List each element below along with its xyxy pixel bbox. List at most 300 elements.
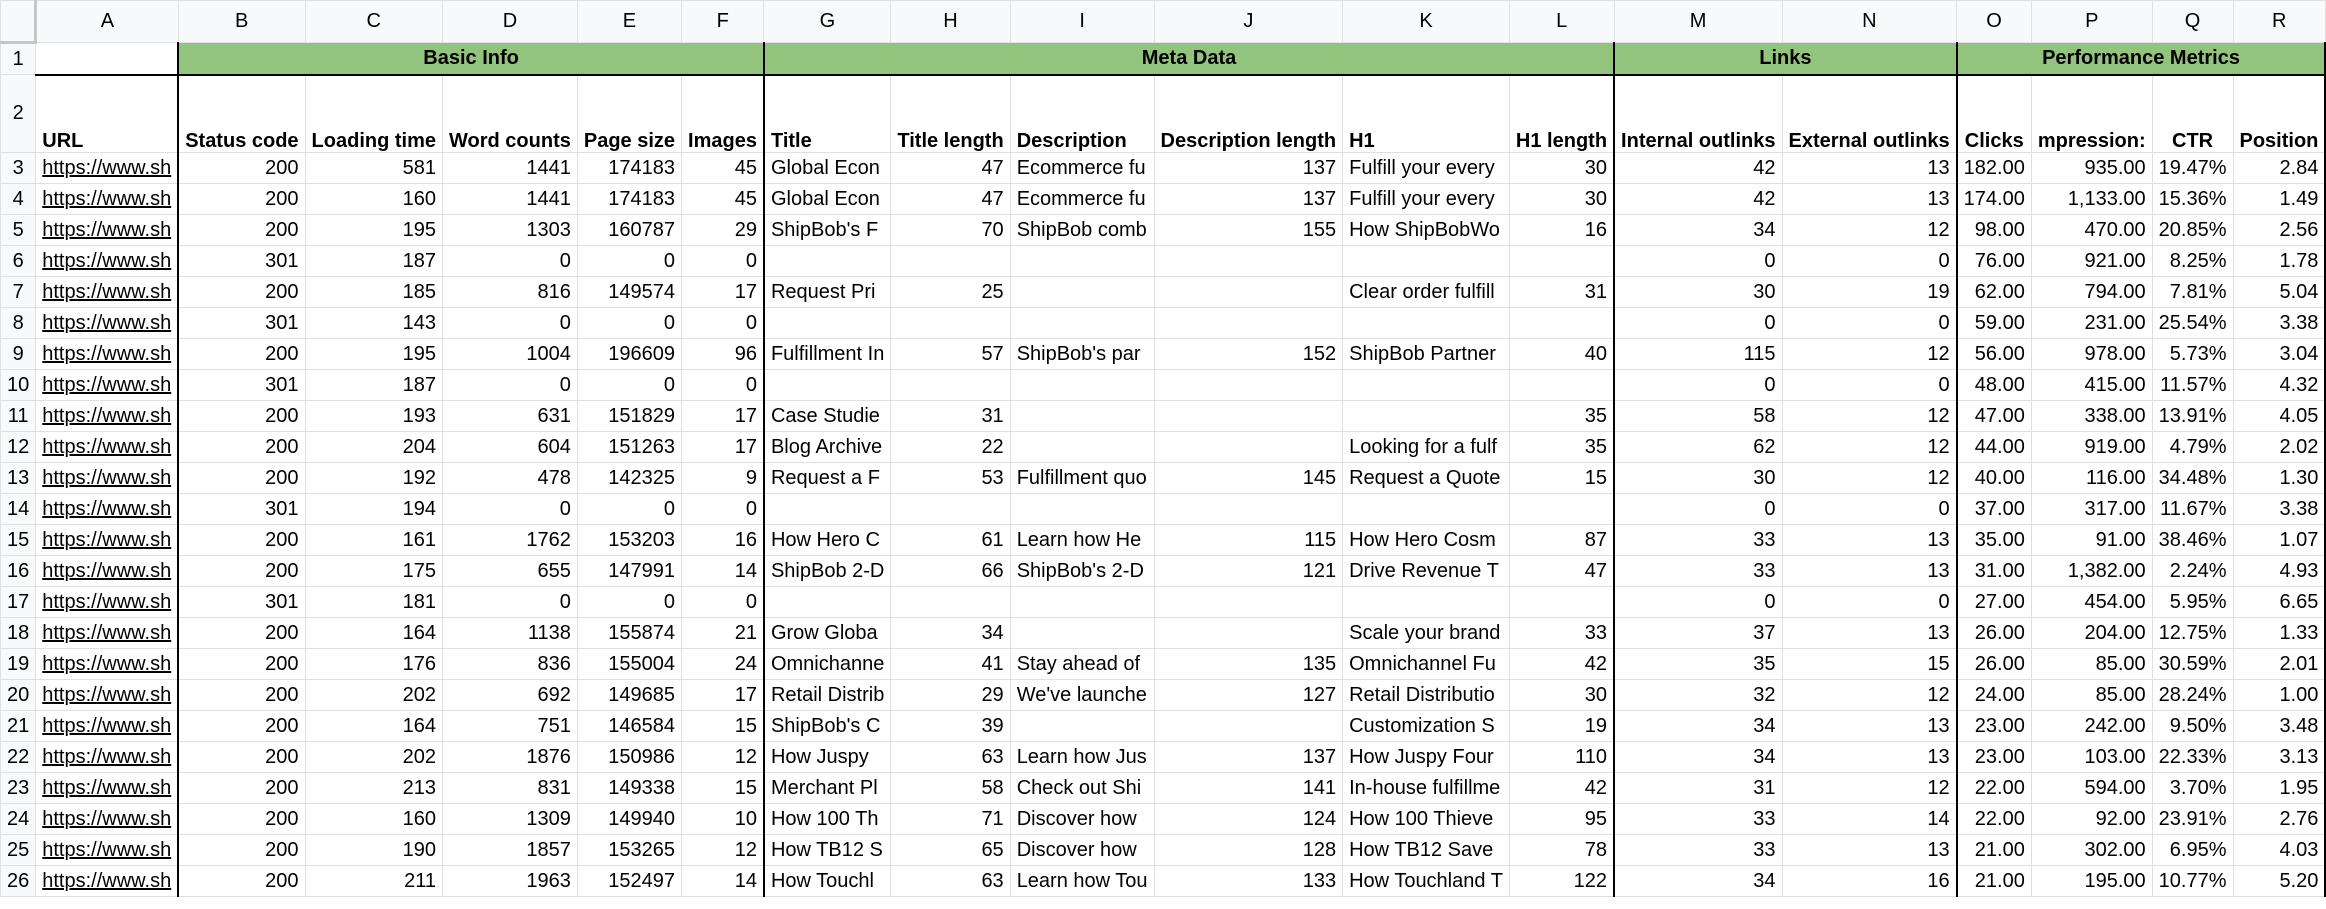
cell-i13[interactable]: Fulfillment quo xyxy=(1010,463,1154,494)
cell-e6[interactable]: 0 xyxy=(577,246,681,277)
url-link-cell[interactable]: https://www.sh xyxy=(36,711,178,742)
column-header-p[interactable]: P xyxy=(2031,1,2152,43)
cell-g6[interactable] xyxy=(764,246,891,277)
column-header-i[interactable]: I xyxy=(1010,1,1154,43)
cell-m16[interactable]: 33 xyxy=(1614,556,1782,587)
header-cell-n[interactable]: External outlinks xyxy=(1782,75,1957,153)
cell-d8[interactable]: 0 xyxy=(443,308,578,339)
cell-h5[interactable]: 70 xyxy=(891,215,1010,246)
cell-n14[interactable]: 0 xyxy=(1782,494,1957,525)
cell-f21[interactable]: 15 xyxy=(682,711,764,742)
cell-o25[interactable]: 21.00 xyxy=(1957,835,2032,866)
cell-a1[interactable] xyxy=(36,43,178,75)
cell-l18[interactable]: 33 xyxy=(1509,618,1614,649)
cell-g14[interactable] xyxy=(764,494,891,525)
cell-o17[interactable]: 27.00 xyxy=(1957,587,2032,618)
column-header-b[interactable]: B xyxy=(178,1,305,43)
url-link-cell[interactable]: https://www.sh xyxy=(36,246,178,277)
row-header-25[interactable]: 25 xyxy=(1,835,36,866)
cell-m8[interactable]: 0 xyxy=(1614,308,1782,339)
cell-k20[interactable]: Retail Distributio xyxy=(1343,680,1510,711)
cell-o8[interactable]: 59.00 xyxy=(1957,308,2032,339)
cell-q10[interactable]: 11.57% xyxy=(2152,370,2233,401)
cell-r11[interactable]: 4.05 xyxy=(2233,401,2325,432)
cell-m24[interactable]: 33 xyxy=(1614,804,1782,835)
cell-r12[interactable]: 2.02 xyxy=(2233,432,2325,463)
cell-e10[interactable]: 0 xyxy=(577,370,681,401)
cell-j4[interactable]: 137 xyxy=(1154,184,1343,215)
cell-h16[interactable]: 66 xyxy=(891,556,1010,587)
cell-c11[interactable]: 193 xyxy=(305,401,442,432)
url-link-cell[interactable]: https://www.sh xyxy=(36,339,178,370)
cell-c25[interactable]: 190 xyxy=(305,835,442,866)
cell-p3[interactable]: 935.00 xyxy=(2031,153,2152,184)
cell-i5[interactable]: ShipBob comb xyxy=(1010,215,1154,246)
cell-c19[interactable]: 176 xyxy=(305,649,442,680)
cell-o24[interactable]: 22.00 xyxy=(1957,804,2032,835)
cell-o21[interactable]: 23.00 xyxy=(1957,711,2032,742)
cell-p26[interactable]: 195.00 xyxy=(2031,866,2152,897)
cell-r26[interactable]: 5.20 xyxy=(2233,866,2325,897)
cell-n20[interactable]: 12 xyxy=(1782,680,1957,711)
cell-i19[interactable]: Stay ahead of xyxy=(1010,649,1154,680)
url-link-cell[interactable]: https://www.sh xyxy=(36,277,178,308)
cell-r6[interactable]: 1.78 xyxy=(2233,246,2325,277)
cell-i23[interactable]: Check out Shi xyxy=(1010,773,1154,804)
cell-f17[interactable]: 0 xyxy=(682,587,764,618)
cell-g17[interactable] xyxy=(764,587,891,618)
column-header-m[interactable]: M xyxy=(1614,1,1782,43)
cell-g22[interactable]: How Juspy xyxy=(764,742,891,773)
cell-f9[interactable]: 96 xyxy=(682,339,764,370)
cell-l21[interactable]: 19 xyxy=(1509,711,1614,742)
header-cell-a[interactable]: URL xyxy=(36,75,178,153)
cell-d5[interactable]: 1303 xyxy=(443,215,578,246)
cell-o18[interactable]: 26.00 xyxy=(1957,618,2032,649)
cell-f23[interactable]: 15 xyxy=(682,773,764,804)
cell-m3[interactable]: 42 xyxy=(1614,153,1782,184)
cell-r7[interactable]: 5.04 xyxy=(2233,277,2325,308)
cell-o7[interactable]: 62.00 xyxy=(1957,277,2032,308)
cell-e8[interactable]: 0 xyxy=(577,308,681,339)
cell-h25[interactable]: 65 xyxy=(891,835,1010,866)
cell-h20[interactable]: 29 xyxy=(891,680,1010,711)
header-cell-l[interactable]: H1 length xyxy=(1509,75,1614,153)
column-header-q[interactable]: Q xyxy=(2152,1,2233,43)
cell-m14[interactable]: 0 xyxy=(1614,494,1782,525)
cell-q21[interactable]: 9.50% xyxy=(2152,711,2233,742)
cell-m5[interactable]: 34 xyxy=(1614,215,1782,246)
cell-p5[interactable]: 470.00 xyxy=(2031,215,2152,246)
cell-q26[interactable]: 10.77% xyxy=(2152,866,2233,897)
cell-j26[interactable]: 133 xyxy=(1154,866,1343,897)
row-header-4[interactable]: 4 xyxy=(1,184,36,215)
cell-c21[interactable]: 164 xyxy=(305,711,442,742)
column-header-g[interactable]: G xyxy=(764,1,891,43)
cell-b16[interactable]: 200 xyxy=(178,556,305,587)
cell-i24[interactable]: Discover how xyxy=(1010,804,1154,835)
cell-o15[interactable]: 35.00 xyxy=(1957,525,2032,556)
cell-g19[interactable]: Omnichanne xyxy=(764,649,891,680)
cell-r23[interactable]: 1.95 xyxy=(2233,773,2325,804)
column-header-a[interactable]: A xyxy=(36,1,178,43)
cell-b19[interactable]: 200 xyxy=(178,649,305,680)
cell-r8[interactable]: 3.38 xyxy=(2233,308,2325,339)
cell-h11[interactable]: 31 xyxy=(891,401,1010,432)
row-header-24[interactable]: 24 xyxy=(1,804,36,835)
header-cell-h[interactable]: Title length xyxy=(891,75,1010,153)
cell-l7[interactable]: 31 xyxy=(1509,277,1614,308)
url-link-cell[interactable]: https://www.sh xyxy=(36,215,178,246)
url-link-cell[interactable]: https://www.sh xyxy=(36,432,178,463)
header-cell-f[interactable]: Images xyxy=(682,75,764,153)
cell-d21[interactable]: 751 xyxy=(443,711,578,742)
cell-i4[interactable]: Ecommerce fu xyxy=(1010,184,1154,215)
cell-d17[interactable]: 0 xyxy=(443,587,578,618)
cell-g13[interactable]: Request a F xyxy=(764,463,891,494)
cell-j22[interactable]: 137 xyxy=(1154,742,1343,773)
cell-p10[interactable]: 415.00 xyxy=(2031,370,2152,401)
cell-j12[interactable] xyxy=(1154,432,1343,463)
cell-i8[interactable] xyxy=(1010,308,1154,339)
cell-q18[interactable]: 12.75% xyxy=(2152,618,2233,649)
cell-k26[interactable]: How Touchland T xyxy=(1343,866,1510,897)
cell-k13[interactable]: Request a Quote xyxy=(1343,463,1510,494)
cell-j9[interactable]: 152 xyxy=(1154,339,1343,370)
row-header-23[interactable]: 23 xyxy=(1,773,36,804)
cell-n26[interactable]: 16 xyxy=(1782,866,1957,897)
cell-i21[interactable] xyxy=(1010,711,1154,742)
cell-l22[interactable]: 110 xyxy=(1509,742,1614,773)
cell-k16[interactable]: Drive Revenue T xyxy=(1343,556,1510,587)
cell-c24[interactable]: 160 xyxy=(305,804,442,835)
cell-i11[interactable] xyxy=(1010,401,1154,432)
url-link-cell[interactable]: https://www.sh xyxy=(36,587,178,618)
cell-b6[interactable]: 301 xyxy=(178,246,305,277)
cell-j18[interactable] xyxy=(1154,618,1343,649)
cell-l14[interactable] xyxy=(1509,494,1614,525)
header-cell-q[interactable]: CTR xyxy=(2152,75,2233,153)
cell-l26[interactable]: 122 xyxy=(1509,866,1614,897)
cell-q15[interactable]: 38.46% xyxy=(2152,525,2233,556)
cell-r4[interactable]: 1.49 xyxy=(2233,184,2325,215)
cell-m17[interactable]: 0 xyxy=(1614,587,1782,618)
cell-d19[interactable]: 836 xyxy=(443,649,578,680)
cell-g25[interactable]: How TB12 S xyxy=(764,835,891,866)
row-header-21[interactable]: 21 xyxy=(1,711,36,742)
cell-p19[interactable]: 85.00 xyxy=(2031,649,2152,680)
cell-p14[interactable]: 317.00 xyxy=(2031,494,2152,525)
cell-j15[interactable]: 115 xyxy=(1154,525,1343,556)
cell-c17[interactable]: 181 xyxy=(305,587,442,618)
cell-d9[interactable]: 1004 xyxy=(443,339,578,370)
cell-n15[interactable]: 13 xyxy=(1782,525,1957,556)
cell-f24[interactable]: 10 xyxy=(682,804,764,835)
cell-q5[interactable]: 20.85% xyxy=(2152,215,2233,246)
cell-b24[interactable]: 200 xyxy=(178,804,305,835)
row-header-14[interactable]: 14 xyxy=(1,494,36,525)
header-cell-m[interactable]: Internal outlinks xyxy=(1614,75,1782,153)
cell-j23[interactable]: 141 xyxy=(1154,773,1343,804)
cell-h15[interactable]: 61 xyxy=(891,525,1010,556)
cell-n19[interactable]: 15 xyxy=(1782,649,1957,680)
cell-f8[interactable]: 0 xyxy=(682,308,764,339)
cell-q25[interactable]: 6.95% xyxy=(2152,835,2233,866)
cell-p20[interactable]: 85.00 xyxy=(2031,680,2152,711)
cell-l12[interactable]: 35 xyxy=(1509,432,1614,463)
cell-q3[interactable]: 19.47% xyxy=(2152,153,2233,184)
cell-j8[interactable] xyxy=(1154,308,1343,339)
cell-n13[interactable]: 12 xyxy=(1782,463,1957,494)
cell-b4[interactable]: 200 xyxy=(178,184,305,215)
cell-q16[interactable]: 2.24% xyxy=(2152,556,2233,587)
header-cell-g[interactable]: Title xyxy=(764,75,891,153)
cell-r9[interactable]: 3.04 xyxy=(2233,339,2325,370)
url-link-cell[interactable]: https://www.sh xyxy=(36,463,178,494)
cell-j17[interactable] xyxy=(1154,587,1343,618)
cell-o14[interactable]: 37.00 xyxy=(1957,494,2032,525)
cell-q20[interactable]: 28.24% xyxy=(2152,680,2233,711)
cell-p8[interactable]: 231.00 xyxy=(2031,308,2152,339)
cell-m7[interactable]: 30 xyxy=(1614,277,1782,308)
cell-e13[interactable]: 142325 xyxy=(577,463,681,494)
row-header-6[interactable]: 6 xyxy=(1,246,36,277)
cell-b8[interactable]: 301 xyxy=(178,308,305,339)
cell-p22[interactable]: 103.00 xyxy=(2031,742,2152,773)
row-header-7[interactable]: 7 xyxy=(1,277,36,308)
cell-q19[interactable]: 30.59% xyxy=(2152,649,2233,680)
cell-g5[interactable]: ShipBob's F xyxy=(764,215,891,246)
cell-p13[interactable]: 116.00 xyxy=(2031,463,2152,494)
cell-k14[interactable] xyxy=(1343,494,1510,525)
cell-g20[interactable]: Retail Distrib xyxy=(764,680,891,711)
cell-n11[interactable]: 12 xyxy=(1782,401,1957,432)
cell-b12[interactable]: 200 xyxy=(178,432,305,463)
cell-c8[interactable]: 143 xyxy=(305,308,442,339)
cell-h26[interactable]: 63 xyxy=(891,866,1010,897)
cell-p12[interactable]: 919.00 xyxy=(2031,432,2152,463)
cell-r5[interactable]: 2.56 xyxy=(2233,215,2325,246)
url-link-cell[interactable]: https://www.sh xyxy=(36,184,178,215)
cell-b11[interactable]: 200 xyxy=(178,401,305,432)
cell-g8[interactable] xyxy=(764,308,891,339)
cell-d20[interactable]: 692 xyxy=(443,680,578,711)
cell-c26[interactable]: 211 xyxy=(305,866,442,897)
cell-g21[interactable]: ShipBob's C xyxy=(764,711,891,742)
cell-e23[interactable]: 149338 xyxy=(577,773,681,804)
cell-p6[interactable]: 921.00 xyxy=(2031,246,2152,277)
cell-r25[interactable]: 4.03 xyxy=(2233,835,2325,866)
cell-d10[interactable]: 0 xyxy=(443,370,578,401)
cell-b21[interactable]: 200 xyxy=(178,711,305,742)
cell-h24[interactable]: 71 xyxy=(891,804,1010,835)
cell-e26[interactable]: 152497 xyxy=(577,866,681,897)
cell-p25[interactable]: 302.00 xyxy=(2031,835,2152,866)
cell-e21[interactable]: 146584 xyxy=(577,711,681,742)
url-link-cell[interactable]: https://www.sh xyxy=(36,401,178,432)
cell-m13[interactable]: 30 xyxy=(1614,463,1782,494)
cell-o5[interactable]: 98.00 xyxy=(1957,215,2032,246)
cell-f6[interactable]: 0 xyxy=(682,246,764,277)
cell-o12[interactable]: 44.00 xyxy=(1957,432,2032,463)
cell-r20[interactable]: 1.00 xyxy=(2233,680,2325,711)
cell-o3[interactable]: 182.00 xyxy=(1957,153,2032,184)
url-link-cell[interactable]: https://www.sh xyxy=(36,556,178,587)
cell-g26[interactable]: How Touchl xyxy=(764,866,891,897)
cell-m26[interactable]: 34 xyxy=(1614,866,1782,897)
cell-e19[interactable]: 155004 xyxy=(577,649,681,680)
row-header-11[interactable]: 11 xyxy=(1,401,36,432)
cell-b26[interactable]: 200 xyxy=(178,866,305,897)
cell-c5[interactable]: 195 xyxy=(305,215,442,246)
cell-q22[interactable]: 22.33% xyxy=(2152,742,2233,773)
cell-h23[interactable]: 58 xyxy=(891,773,1010,804)
cell-m22[interactable]: 34 xyxy=(1614,742,1782,773)
header-cell-d[interactable]: Word counts xyxy=(443,75,578,153)
column-header-f[interactable]: F xyxy=(682,1,764,43)
cell-b23[interactable]: 200 xyxy=(178,773,305,804)
cell-f22[interactable]: 12 xyxy=(682,742,764,773)
cell-c14[interactable]: 194 xyxy=(305,494,442,525)
cell-h10[interactable] xyxy=(891,370,1010,401)
cell-j21[interactable] xyxy=(1154,711,1343,742)
cell-g4[interactable]: Global Econ xyxy=(764,184,891,215)
cell-c4[interactable]: 160 xyxy=(305,184,442,215)
cell-b18[interactable]: 200 xyxy=(178,618,305,649)
cell-l10[interactable] xyxy=(1509,370,1614,401)
cell-k9[interactable]: ShipBob Partner xyxy=(1343,339,1510,370)
cell-g7[interactable]: Request Pri xyxy=(764,277,891,308)
cell-m18[interactable]: 37 xyxy=(1614,618,1782,649)
cell-g18[interactable]: Grow Globa xyxy=(764,618,891,649)
cell-p4[interactable]: 1,133.00 xyxy=(2031,184,2152,215)
cell-c16[interactable]: 175 xyxy=(305,556,442,587)
cell-m23[interactable]: 31 xyxy=(1614,773,1782,804)
cell-c13[interactable]: 192 xyxy=(305,463,442,494)
cell-i12[interactable] xyxy=(1010,432,1154,463)
row-header-17[interactable]: 17 xyxy=(1,587,36,618)
row-header-5[interactable]: 5 xyxy=(1,215,36,246)
row-header-18[interactable]: 18 xyxy=(1,618,36,649)
cell-l16[interactable]: 47 xyxy=(1509,556,1614,587)
column-header-e[interactable]: E xyxy=(577,1,681,43)
cell-l4[interactable]: 30 xyxy=(1509,184,1614,215)
cell-l3[interactable]: 30 xyxy=(1509,153,1614,184)
cell-k7[interactable]: Clear order fulfill xyxy=(1343,277,1510,308)
cell-n23[interactable]: 12 xyxy=(1782,773,1957,804)
header-cell-i[interactable]: Description xyxy=(1010,75,1154,153)
cell-m20[interactable]: 32 xyxy=(1614,680,1782,711)
column-header-j[interactable]: J xyxy=(1154,1,1343,43)
cell-j6[interactable] xyxy=(1154,246,1343,277)
cell-e12[interactable]: 151263 xyxy=(577,432,681,463)
cell-c9[interactable]: 195 xyxy=(305,339,442,370)
cell-o11[interactable]: 47.00 xyxy=(1957,401,2032,432)
cell-j13[interactable]: 145 xyxy=(1154,463,1343,494)
cell-k22[interactable]: How Juspy Four xyxy=(1343,742,1510,773)
cell-h19[interactable]: 41 xyxy=(891,649,1010,680)
cell-r14[interactable]: 3.38 xyxy=(2233,494,2325,525)
cell-e24[interactable]: 149940 xyxy=(577,804,681,835)
cell-j19[interactable]: 135 xyxy=(1154,649,1343,680)
cell-e25[interactable]: 153265 xyxy=(577,835,681,866)
cell-p17[interactable]: 454.00 xyxy=(2031,587,2152,618)
cell-c20[interactable]: 202 xyxy=(305,680,442,711)
cell-j24[interactable]: 124 xyxy=(1154,804,1343,835)
cell-n12[interactable]: 12 xyxy=(1782,432,1957,463)
cell-k21[interactable]: Customization S xyxy=(1343,711,1510,742)
cell-f26[interactable]: 14 xyxy=(682,866,764,897)
select-all-corner[interactable] xyxy=(1,1,36,43)
header-cell-e[interactable]: Page size xyxy=(577,75,681,153)
cell-f3[interactable]: 45 xyxy=(682,153,764,184)
cell-q4[interactable]: 15.36% xyxy=(2152,184,2233,215)
cell-g3[interactable]: Global Econ xyxy=(764,153,891,184)
cell-k11[interactable] xyxy=(1343,401,1510,432)
cell-c12[interactable]: 204 xyxy=(305,432,442,463)
column-header-h[interactable]: H xyxy=(891,1,1010,43)
cell-o19[interactable]: 26.00 xyxy=(1957,649,2032,680)
cell-g12[interactable]: Blog Archive xyxy=(764,432,891,463)
cell-h17[interactable] xyxy=(891,587,1010,618)
cell-o22[interactable]: 23.00 xyxy=(1957,742,2032,773)
cell-i10[interactable] xyxy=(1010,370,1154,401)
cell-h18[interactable]: 34 xyxy=(891,618,1010,649)
cell-e3[interactable]: 174183 xyxy=(577,153,681,184)
cell-l9[interactable]: 40 xyxy=(1509,339,1614,370)
cell-g11[interactable]: Case Studie xyxy=(764,401,891,432)
cell-o6[interactable]: 76.00 xyxy=(1957,246,2032,277)
cell-d22[interactable]: 1876 xyxy=(443,742,578,773)
cell-k10[interactable] xyxy=(1343,370,1510,401)
cell-m4[interactable]: 42 xyxy=(1614,184,1782,215)
cell-h21[interactable]: 39 xyxy=(891,711,1010,742)
cell-c3[interactable]: 581 xyxy=(305,153,442,184)
cell-e5[interactable]: 160787 xyxy=(577,215,681,246)
cell-l13[interactable]: 15 xyxy=(1509,463,1614,494)
cell-q11[interactable]: 13.91% xyxy=(2152,401,2233,432)
cell-c7[interactable]: 185 xyxy=(305,277,442,308)
column-header-r[interactable]: R xyxy=(2233,1,2325,43)
cell-b15[interactable]: 200 xyxy=(178,525,305,556)
cell-m10[interactable]: 0 xyxy=(1614,370,1782,401)
group-header-performance-metrics[interactable]: Performance Metrics xyxy=(1957,43,2326,75)
cell-f15[interactable]: 16 xyxy=(682,525,764,556)
cell-j5[interactable]: 155 xyxy=(1154,215,1343,246)
cell-g16[interactable]: ShipBob 2-D xyxy=(764,556,891,587)
cell-d4[interactable]: 1441 xyxy=(443,184,578,215)
cell-l6[interactable] xyxy=(1509,246,1614,277)
row-header-22[interactable]: 22 xyxy=(1,742,36,773)
cell-d18[interactable]: 1138 xyxy=(443,618,578,649)
cell-r24[interactable]: 2.76 xyxy=(2233,804,2325,835)
cell-r13[interactable]: 1.30 xyxy=(2233,463,2325,494)
cell-o20[interactable]: 24.00 xyxy=(1957,680,2032,711)
cell-b13[interactable]: 200 xyxy=(178,463,305,494)
cell-e22[interactable]: 150986 xyxy=(577,742,681,773)
cell-j7[interactable] xyxy=(1154,277,1343,308)
cell-q24[interactable]: 23.91% xyxy=(2152,804,2233,835)
cell-k18[interactable]: Scale your brand xyxy=(1343,618,1510,649)
header-cell-r[interactable]: Position xyxy=(2233,75,2325,153)
cell-b22[interactable]: 200 xyxy=(178,742,305,773)
cell-e9[interactable]: 196609 xyxy=(577,339,681,370)
column-header-n[interactable]: N xyxy=(1782,1,1957,43)
cell-m9[interactable]: 115 xyxy=(1614,339,1782,370)
cell-b3[interactable]: 200 xyxy=(178,153,305,184)
group-header-links[interactable]: Links xyxy=(1614,43,1957,75)
cell-d24[interactable]: 1309 xyxy=(443,804,578,835)
